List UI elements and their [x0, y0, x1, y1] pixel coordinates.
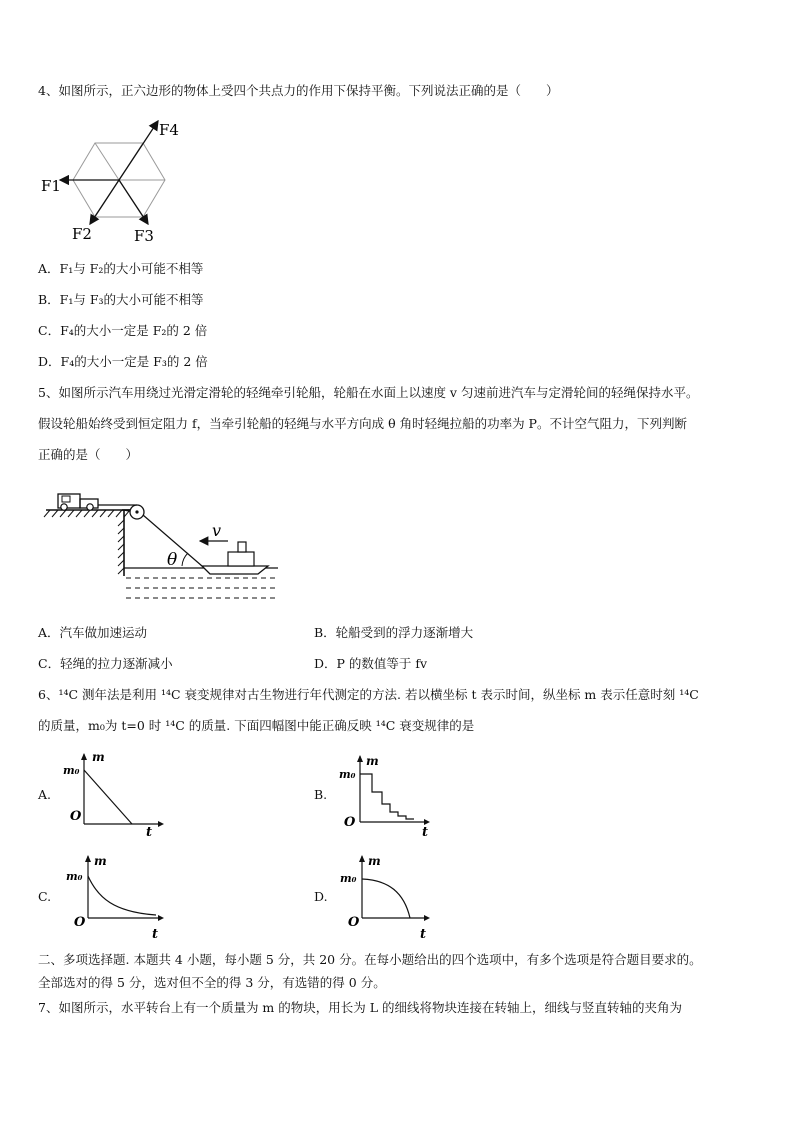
- svg-text:t: t: [420, 927, 427, 942]
- q5-option-c: C．轻绳的拉力逐渐减小: [38, 656, 173, 671]
- section2-instruction-line1: 二、多项选择题. 本题共 4 小题，每小题 5 分，共 20 分。在每小题给出的四个选项中，有多个选项是符合题目要求的。: [38, 952, 702, 967]
- svg-text:m: m: [92, 750, 105, 764]
- graph-a-linear-decay: [62, 748, 172, 836]
- svg-text:m: m: [366, 754, 379, 768]
- svg-text:m: m: [94, 854, 107, 868]
- svg-text:O: O: [344, 815, 356, 830]
- svg-text:t: t: [422, 825, 429, 840]
- q6-stem-line1: 6、¹⁴C 测年法是利用 ¹⁴C 衰变规律对古生物进行年代测定的方法. 若以横坐标 t 表示时间，纵坐标 m 表示任意时刻 ¹⁴C: [38, 687, 699, 702]
- label-f2: F2: [72, 225, 92, 243]
- q5-option-a: A．汽车做加速运动: [38, 625, 148, 640]
- q7-stem-line1: 7、如图所示，水平转台上有一个质量为 m 的物块，用长为 L 的细线将物块连接在转轴上，细线与竖直转轴的夹角为: [38, 1000, 683, 1015]
- graph-a-label: A.: [38, 787, 52, 802]
- svg-text:t: t: [146, 825, 153, 836]
- graph-c-exponential-decay: [62, 852, 174, 942]
- q5-stem-line3: 正确的是（ ）: [38, 447, 139, 462]
- section2-instruction-line2: 全部选对的得 5 分，选对但不全的得 3 分，有选错的得 0 分。: [38, 975, 386, 990]
- graph-b-label: B.: [314, 787, 328, 802]
- q5-option-b: B．轮船受到的浮力逐渐增大: [314, 625, 474, 640]
- label-f3: F3: [134, 227, 154, 245]
- q4-option-d: D．F₄的大小一定是 F₃的 2 倍: [38, 354, 208, 369]
- q4-option-c: C．F₄的大小一定是 F₂的 2 倍: [38, 323, 208, 338]
- graph-d-label: D.: [314, 889, 328, 904]
- theta-label: θ: [167, 550, 178, 570]
- q4-hexagon-figure: [38, 118, 188, 246]
- velocity-label: v: [212, 521, 222, 540]
- svg-text:O: O: [348, 915, 360, 930]
- svg-text:m₀: m₀: [340, 872, 357, 885]
- graph-d-accelerating-decay: [340, 852, 440, 942]
- graph-b-step-decay: [338, 752, 438, 840]
- label-f4: F4: [159, 121, 179, 139]
- q5-stem-line1: 5、如图所示汽车用绕过光滑定滑轮的轻绳牵引轮船，轮船在水面上以速度 v 匀速前进汽车与定滑轮间的轻绳保持水平。: [38, 385, 699, 400]
- svg-text:t: t: [152, 927, 159, 942]
- q5-car-pulley-boat-figure: [42, 486, 282, 612]
- svg-text:m: m: [368, 854, 381, 868]
- q5-stem-line2: 假设轮船始终受到恒定阻力 f，当牵引轮船的轻绳与水平方向成 θ 角时轻绳拉船的功率为 P。不计空气阻力，下列判断: [38, 416, 687, 431]
- svg-text:O: O: [70, 809, 82, 824]
- q4-option-a: A．F₁与 F₂的大小可能不相等: [38, 261, 204, 276]
- q5-option-d: D．P 的数值等于 fv: [314, 656, 428, 671]
- svg-text:m₀: m₀: [63, 764, 80, 777]
- label-f1: F1: [41, 177, 61, 195]
- q4-stem: 4、如图所示，正六边形的物体上受四个共点力的作用下保持平衡。下列说法正确的是（ ）: [38, 83, 559, 98]
- svg-text:m₀: m₀: [339, 768, 356, 781]
- svg-text:m₀: m₀: [66, 870, 83, 883]
- force-f4-arrow: [119, 121, 158, 180]
- svg-text:O: O: [74, 915, 86, 930]
- graph-c-label: C.: [38, 889, 52, 904]
- q6-stem-line2: 的质量，m₀为 t=0 时 ¹⁴C 的质量. 下面四幅图中能正确反映 ¹⁴C 衰变规律的是: [38, 718, 475, 733]
- q4-option-b: B．F₁与 F₃的大小可能不相等: [38, 292, 204, 307]
